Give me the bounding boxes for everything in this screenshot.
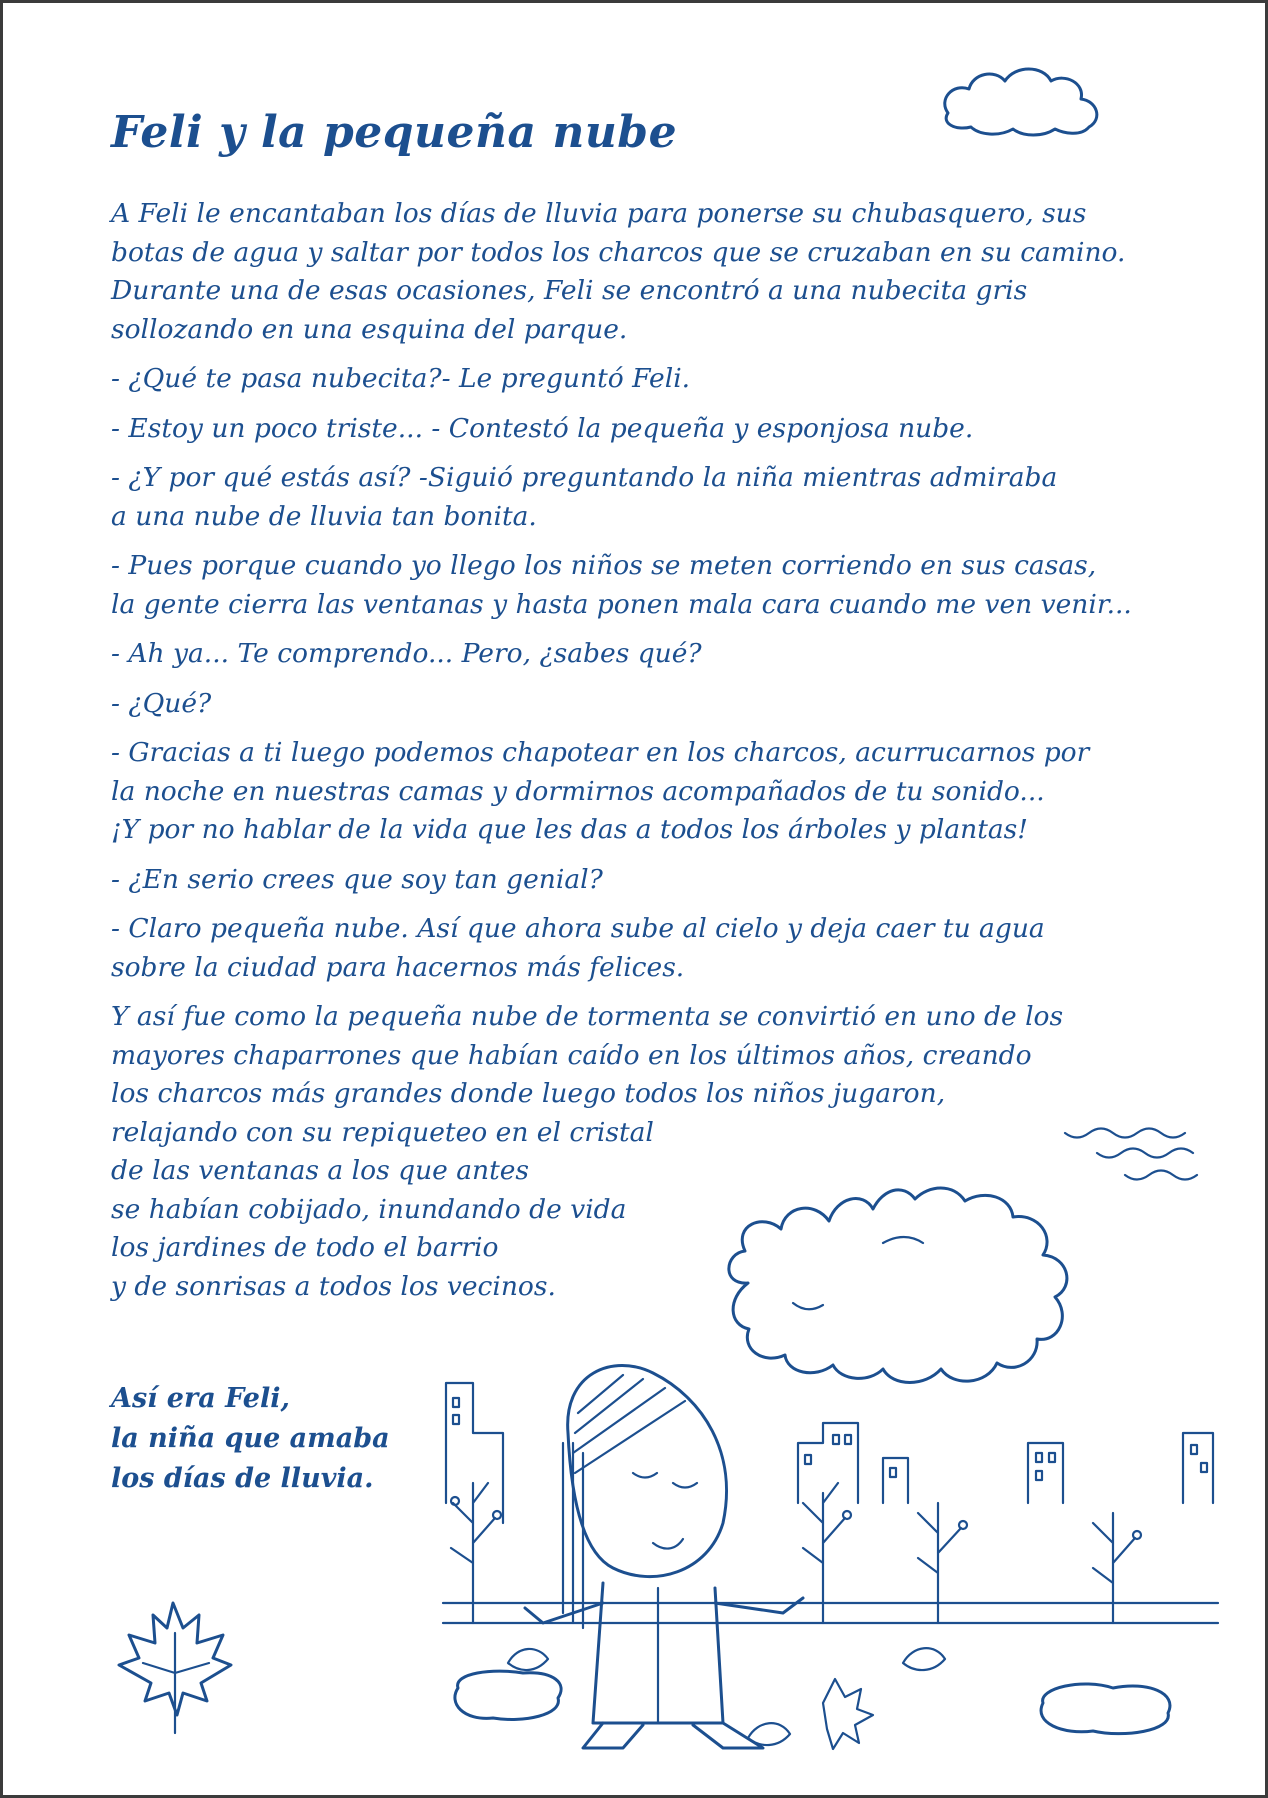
page-title: Feli y la pequeña nube (111, 107, 678, 158)
text-line: A Feli le encantaban los días de lluvia para ponerse su chubasquero, sus (111, 198, 1087, 229)
text-line: - ¿Qué te pasa nubecita?- Le preguntó Feli. (111, 363, 691, 394)
text-line: - Claro pequeña nube. Así que ahora sube al cielo y deja caer tu agua (111, 913, 1045, 944)
text-line: sollozando en una esquina del parque. (111, 313, 628, 345)
text-line: - Pues porque cuando yo llego los niños se meten corriendo en sus casas, (111, 550, 1097, 581)
closing-line: Así era Feli, (111, 1383, 290, 1414)
text-line: Y así fue como la pequeña nube de tormenta se convirtió en uno de los (111, 1001, 1064, 1032)
text-line: se habían cobijado, inundando de vida (111, 1193, 627, 1225)
text-line: ¡Y por no hablar de la vida que les das a todos los árboles y plantas! (111, 814, 1028, 845)
wind-lines-icon (1065, 1129, 1197, 1180)
city-buildings-icon (443, 1383, 1218, 1623)
text-line: - Gracias a ti luego podemos chapotear en los charcos, acurrucarnos por (111, 737, 1090, 768)
text-line: relajando con su repiqueteo en el cristal (111, 1116, 654, 1148)
text-line: - ¿Qué? (111, 687, 212, 719)
text-line: sobre la ciudad para hacernos más felices. (111, 951, 685, 983)
closing-line: los días de lluvia. (111, 1463, 374, 1494)
text-line: mayores chaparrones que habían caído en los últimos años, creando (111, 1039, 1032, 1071)
illustration-layer (3, 3, 1265, 1795)
text-line: y de sonrisas a todos los vecinos. (111, 1270, 556, 1302)
text-line: de las ventanas a los que antes (111, 1155, 530, 1186)
text-line: - Estoy un poco triste... - Contestó la pequeña y esponjosa nube. (111, 412, 974, 444)
leaves-icon (508, 1648, 945, 1749)
text-line: la noche en nuestras camas y dormirnos acompañados de tu sonido... (111, 775, 1045, 807)
closing-line: la niña que amaba (111, 1423, 390, 1454)
maple-leaf-icon (119, 1603, 231, 1733)
text-line: - ¿En serio crees que soy tan genial? (111, 863, 603, 895)
puddles-icon (455, 1671, 1170, 1734)
text-line: los charcos más grandes donde luego todos los niños jugaron, (111, 1078, 946, 1109)
text-line: a una nube de lluvia tan bonita. (111, 500, 537, 532)
text-line: - ¿Y por qué estás así? -Siguió preguntando la niña mientras admiraba (111, 462, 1058, 493)
small-cloud-icon (945, 69, 1097, 135)
text-line: botas de agua y saltar por todos los charcos que se cruzaban en su camino. (111, 236, 1126, 268)
text-line: Durante una de esas ocasiones, Feli se encontró a una nubecita gris (111, 275, 1028, 306)
girl-feli-icon (525, 1366, 803, 1749)
big-cloud-icon (729, 1188, 1067, 1383)
text-line: la gente cierra las ventanas y hasta ponen mala cara cuando me ven venir... (111, 588, 1132, 620)
text-line: los jardines de todo el barrio (111, 1232, 499, 1263)
text-line: - Ah ya... Te comprendo... Pero, ¿sabes qué? (111, 638, 702, 669)
